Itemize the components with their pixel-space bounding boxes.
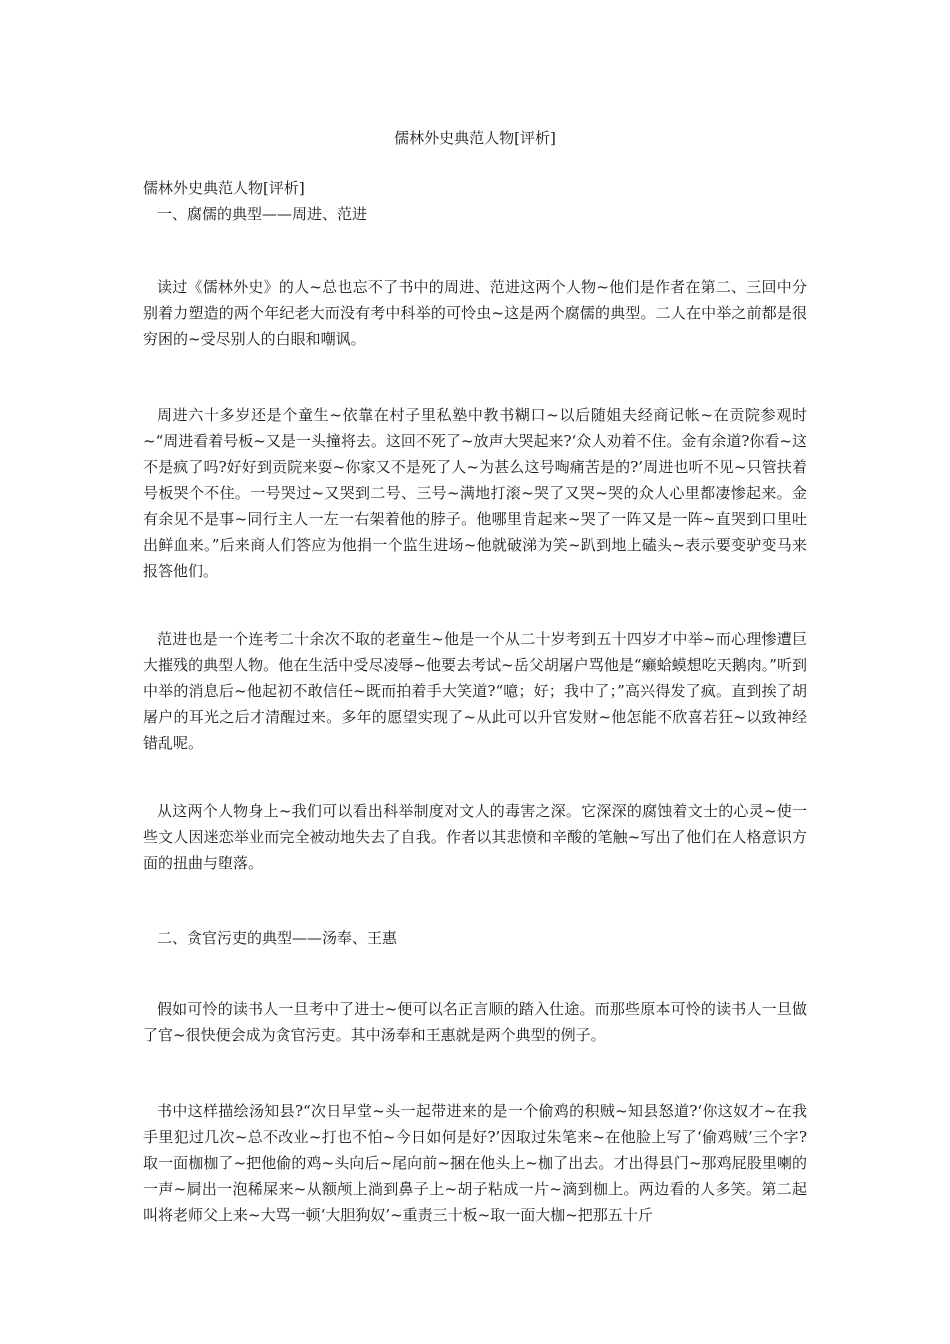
section-heading-2: 二、贪官污吏的典型——汤奉、王惠: [157, 929, 398, 947]
paragraph: 读过《儒林外史》的人~总也忘不了书中的周进、范进这两个人物~他们是作者在第二、三回中分别着力塑造的两个年纪老大而没有考中科举的可怜虫~这是两个腐儒的典型。二人在中举之前都是很穷困的~受尽别人的白眼和嘲讽。: [143, 278, 807, 348]
paragraph: 范进也是一个连考二十余次不取的老童生~他是一个从二十岁考到五十四岁才中举~而心理惨遭巨大摧残的典型人物。他在生活中受尽凌辱~他要去考试~岳父胡屠户骂他是“癞蛤蟆想吃天鹅肉。”听到中举的消息后~他起初不敢信任~既而拍着手大笑道?“噫；好；我中了；”高兴得发了疯。直到挨了胡屠户的耳光之后才清醒过来。多年的愿望实现了~从此可以升官发财~他怎能不欣喜若狂~以致神经错乱呢。: [143, 630, 807, 752]
paragraph: 假如可怜的读书人一旦考中了进士~便可以名正言顺的踏入仕途。而那些原本可怜的读书人一旦做了官~很快便会成为贪官污吏。其中汤奉和王惠就是两个典型的例子。: [143, 1000, 807, 1044]
document-title: 儒林外史典范人物[评析]: [394, 129, 556, 147]
paragraph: 从这两个人物身上~我们可以看出科举制度对文人的毒害之深。它深深的腐蚀着文士的心灵~使一些文人因迷恋举业而完全被动地失去了自我。作者以其悲愤和辛酸的笔触~写出了他们在人格意识方面的扭曲与堕落。: [143, 802, 807, 872]
paragraph: 书中这样描绘汤知县?“次日早堂~头一起带进来的是一个偷鸡的积贼~知县怒道?‘你这奴才~在我手里犯过几次~总不改业~打也不怕~今日如何是好?’因取过朱笔来~在他脸上写了‘偷鸡贼’三个字?取一面枷枷了~把他偷的鸡~头向后~尾向前~捆在他头上~枷了出去。才出得县门~那鸡屁股里喇的一声~屙出一泡稀屎来~从额颅上淌到鼻子上~胡子粘成一片~滴到枷上。两边看的人多笑。第二起叫将老师父上来~大骂一顿‘大胆狗奴’~重责三十板~取一面大枷~把那五十斤: [143, 1102, 807, 1224]
document-header: 儒林外史典范人物[评析]: [143, 179, 305, 197]
section-heading-1: 一、腐儒的典型——周进、范进: [157, 205, 368, 223]
paragraph: 周进六十多岁还是个童生~依靠在村子里私塾中教书糊口~以后随姐夫经商记帐~在贡院参观时~“周进看着号板~又是一头撞将去。这回不死了~放声大哭起来?‘众人劝着不住。金有余道?你看~这不是疯了吗?好好到贡院来耍~你家又不是死了人~为甚么这号啕痛苦是的?’周进也听不见~只管扶着号板哭个不住。一号哭过~又哭到二号、三号~满地打滚~哭了又哭~哭的众人心里都凄惨起来。金有余见不是事~同行主人一左一右架着他的脖子。他哪里肯起来~哭了一阵又是一阵~直哭到口里吐出鲜血来。”后来商人们答应为他捐一个监生进场~他就破涕为笑~趴到地上磕头~表示要变驴变马来报答他们。: [143, 406, 807, 580]
